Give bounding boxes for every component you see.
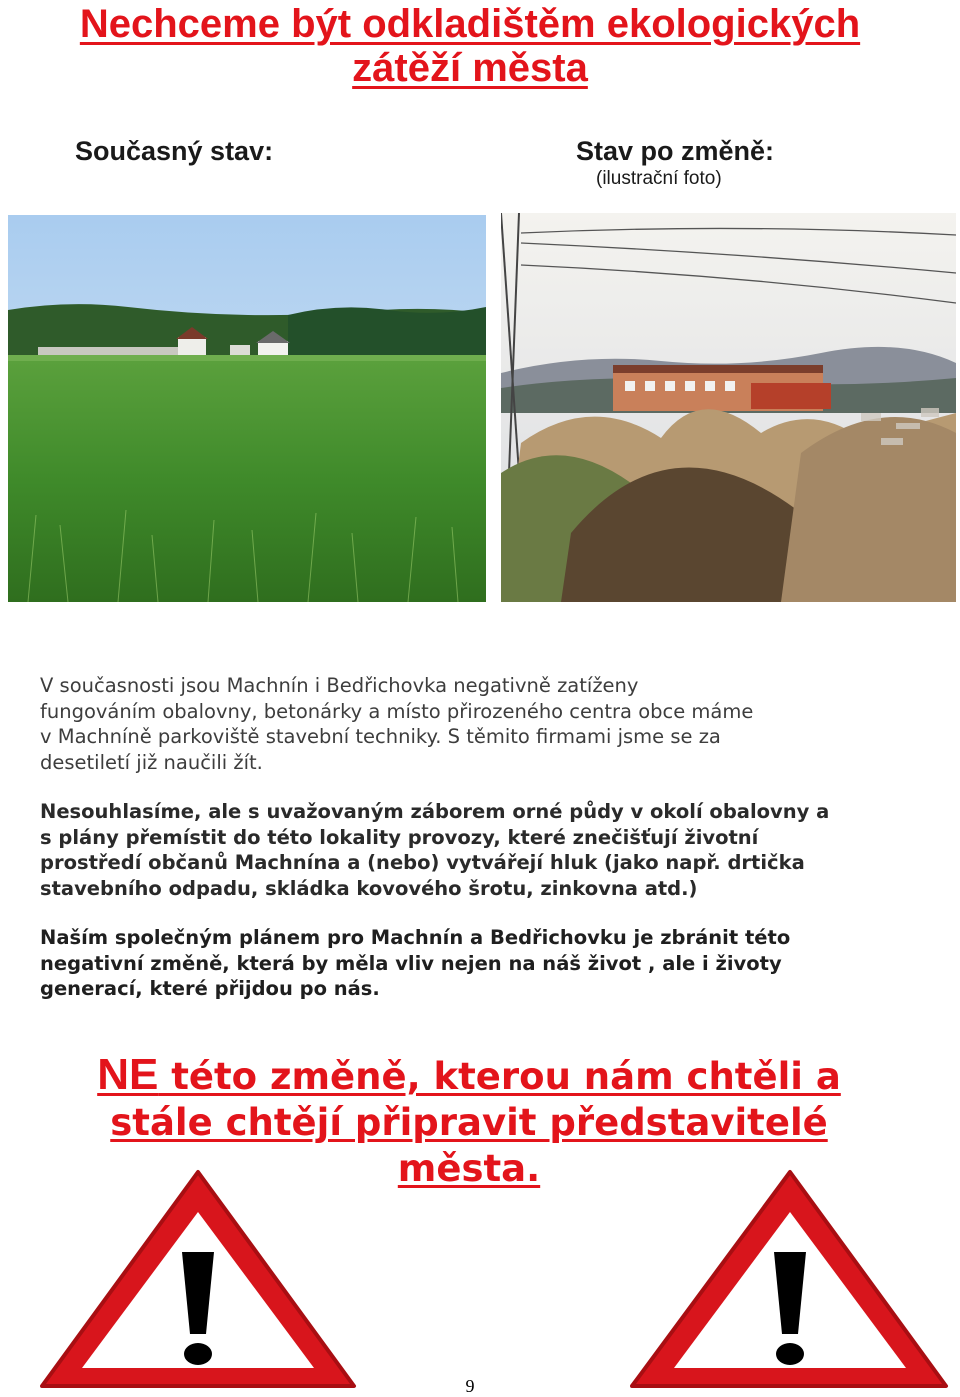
- text-line: desetiletí již naučili žít.: [40, 750, 263, 774]
- text-line: Nesouhlasíme, ale s uvažovaným záborem orné půdy v okolí obalovny a: [40, 800, 830, 823]
- slogan-line-1-rest: této změně, kterou nám chtěli a: [158, 1055, 841, 1098]
- current-state-label: Současný stav:: [75, 136, 274, 166]
- text-line: Naším společným plánem pro Machnín a Bedřichovku je zbránit této: [40, 926, 791, 949]
- text-line: s plány přemístit do této lokality provozy, které znečišťují životní: [40, 825, 759, 849]
- page-title-line-1: Nechceme být odkladištěm ekologických: [79, 2, 861, 46]
- page-number: 9: [465, 1376, 475, 1396]
- slogan-line-3: města.: [397, 1147, 541, 1190]
- paragraph-current-situation: [40, 673, 920, 775]
- page-title-line-2: zátěží města: [352, 46, 588, 90]
- warning-sign-icon: [628, 1168, 950, 1390]
- current-state-photo: [8, 215, 486, 602]
- text-line: V současnosti jsou Machnín i Bedřichovka negativně zatíženy: [40, 674, 639, 697]
- slogan-line-1: [40, 1052, 898, 1100]
- paragraph-common-plan: [40, 925, 920, 1002]
- slogan-line-2: stále chtějí připravit představitelé: [110, 1101, 828, 1144]
- text-line: generací, které přijdou po nás.: [40, 977, 380, 1000]
- text-line: v Machníně parkoviště stavební techniky. S těmito firmami jsme se za: [40, 725, 721, 748]
- page-title: [0, 2, 940, 90]
- text-line: fungováním obalovny, betonárky a místo přirozeného centra obce máme: [40, 699, 754, 723]
- text-line: prostředí občanů Machnína a (nebo) vytvářejí hluk (jako např. drtička: [40, 851, 805, 874]
- text-line: stavebního odpadu, skládka kovového šrotu, zinkovna atd.): [40, 876, 698, 900]
- text-line: negativní změně, která by měla vliv nejen na náš život , ale i životy: [40, 951, 782, 975]
- slogan-ne: NE: [97, 1050, 159, 1099]
- after-change-label: Stav po změně:: [576, 136, 775, 166]
- after-change-photo: [501, 213, 956, 602]
- illustration-caption: (ilustrační foto): [596, 168, 722, 189]
- warning-sign-icon: [38, 1168, 358, 1390]
- paragraph-disagreement: [40, 799, 920, 901]
